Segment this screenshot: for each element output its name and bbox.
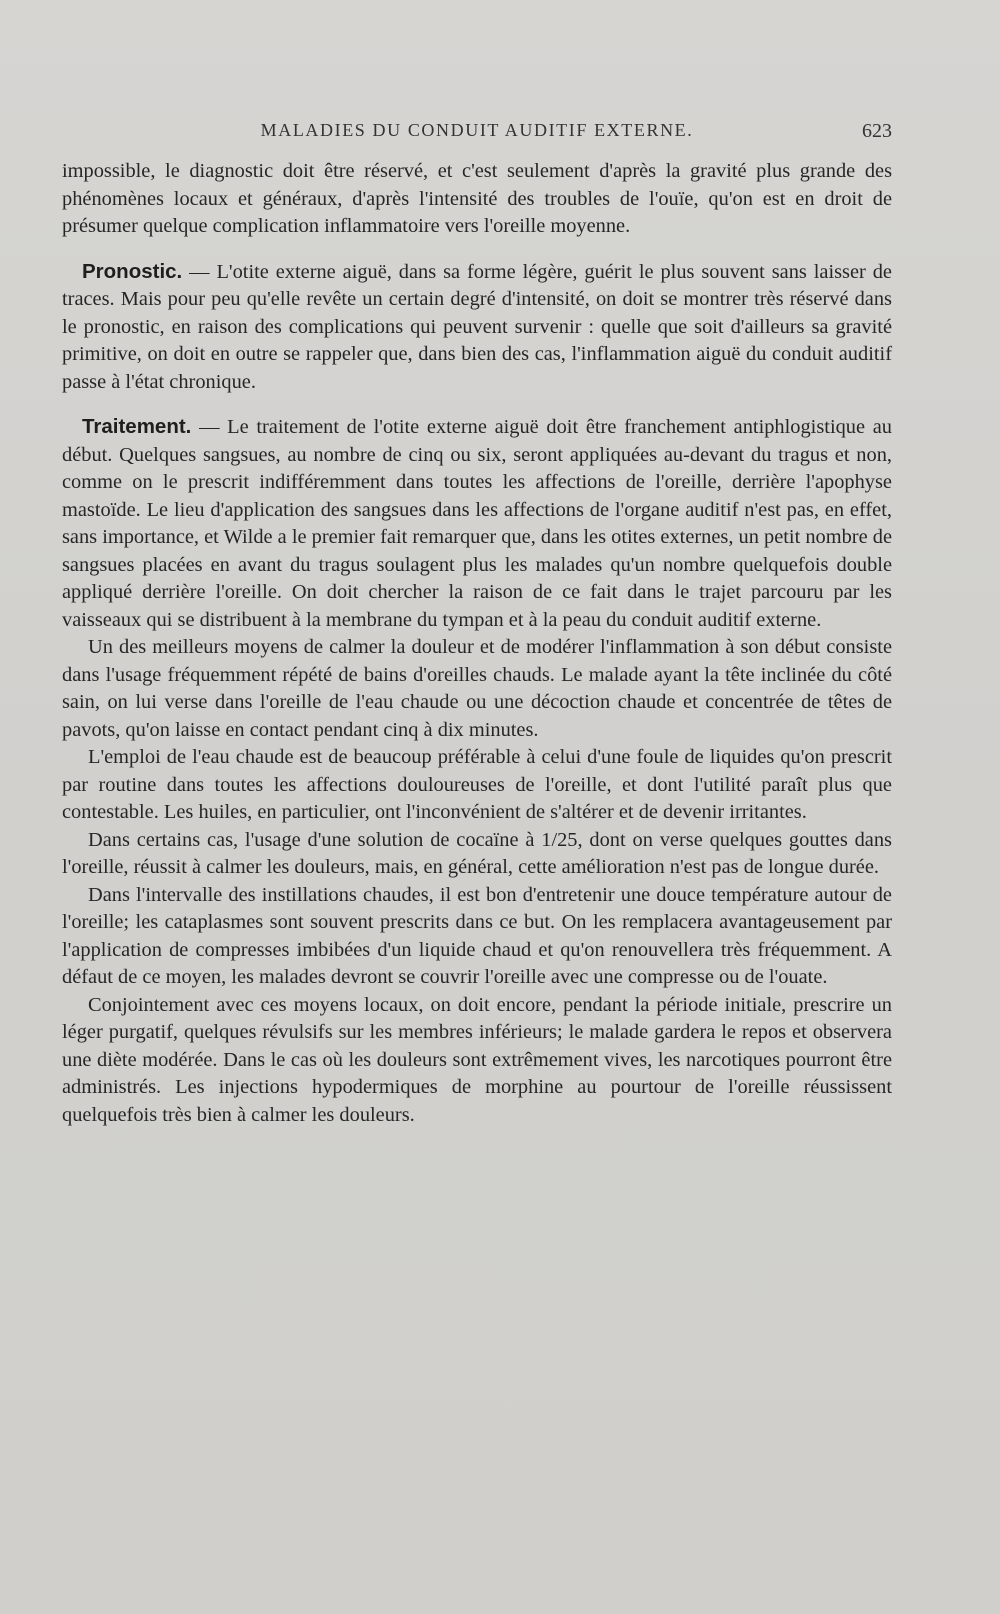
paragraph-moyens-generaux: Conjointement avec ces moyens locaux, on doit encore, pendant la période initiale, prescrire un léger purgatif, quelques révulsifs sur les membres inférieurs; le malade gardera le repos et observera une diète modérée. Dans le cas où les douleurs sont extrêmement vives, les narcotiques pourront être administrés. Les injections hypodermiques de morphine au pourtour de l'oreille réussissent quelquefois très bien à calmer les douleurs. bbox=[62, 993, 892, 1126]
body-text bbox=[62, 158, 892, 1129]
heading-pronostic: Pronostic. bbox=[82, 259, 183, 283]
pronostic-text: — L'otite externe aiguë, dans sa forme légère, guérit le plus souvent sans laisser de traces. Mais pour peu qu'elle revête un certain degré d'intensité, on doit se montrer très réservé dans le pronostic, en raison des complications qui peuvent survenir : quelle que soit d'ailleurs sa gravité primitive, on doit en outre se rappeler que, dans bien des cas, l'inflammation aiguë du conduit auditif passe à l'état chronique. bbox=[62, 260, 892, 393]
paragraph-eau-chaude: L'emploi de l'eau chaude est de beaucoup préférable à celui d'une foule de liquides qu'on prescrit par routine dans toutes les affections douloureuses de l'oreille, et dont l'utilité paraît plus que contestable. Les huiles, en particulier, ont l'inconvénient de s'altérer et de devenir irritantes. bbox=[62, 746, 892, 823]
paragraph-traitement bbox=[62, 413, 892, 634]
paragraph-cataplasmes: Dans l'intervalle des instillations chaudes, il est bon d'entretenir une douce température autour de l'oreille; les cataplasmes sont souvent prescrits dans ce but. On les remplacera avantageusement par l'application de compresses imbibées d'un liquide chaud et qu'on renouvellera très fréquemment. A défaut de ce moyen, les malades devront se couvrir l'oreille avec une compresse ou de l'ouate. bbox=[62, 883, 892, 988]
running-title: MALADIES DU CONDUIT AUDITIF EXTERNE. bbox=[260, 120, 694, 140]
paragraph-bains-oreilles: Un des meilleurs moyens de calmer la douleur et de modérer l'inflammation à son début consiste dans l'usage fréquemment répété de bains d'oreilles chauds. Le malade ayant la tête inclinée du côté sain, on lui verse dans l'oreille de l'eau chaude ou une décoction chaude et concentrée de têtes de pavots, qu'on laisse en contact pendant cinq à dix minutes. bbox=[62, 636, 892, 741]
page-header bbox=[62, 120, 892, 150]
heading-traitement: Traitement. bbox=[82, 415, 192, 438]
page-number: 623 bbox=[862, 120, 892, 142]
traitement-text: — Le traitement de l'otite externe aiguë doit être franchement antiphlogistique au début. Quelques sangsues, au nombre de cinq ou six, seront appliquées au-devant du tragus et non, comme on le prescrit indifféremment dans toutes les affections de l'oreille, derrière l'apophyse mastoïde. Le lieu d'application des sangsues dans les affections de l'organe auditif n'est pas, en effet, sans importance, et Wilde a le premier fait remarquer que, dans les otites externes, un petit nombre de sangsues placées en avant du tragus soulagent plus les malades qu'un nombre quelquefois double appliqué derrière l'oreille. On doit chercher la raison de ce fait dans le trajet parcouru par les vaisseaux qui se distribuent à la membrane du tympan et à la peau du conduit auditif externe. bbox=[62, 416, 892, 631]
paragraph-cocaine: Dans certains cas, l'usage d'une solution de cocaïne à 1/25, dont on verse quelques gouttes dans l'oreille, réussit à calmer les douleurs, mais, en général, cette amélioration n'est pas de longue durée. bbox=[62, 828, 892, 878]
paragraph-pronostic bbox=[62, 258, 892, 397]
paragraph-diagnostic-continued: impossible, le diagnostic doit être réservé, et c'est seulement d'après la gravité plus grande des phénomènes locaux et généraux, d'après l'intensité des troubles de l'ouïe, qu'on est en droit de présumer quelque complication inflammatoire vers l'oreille moyenne. bbox=[62, 160, 892, 237]
